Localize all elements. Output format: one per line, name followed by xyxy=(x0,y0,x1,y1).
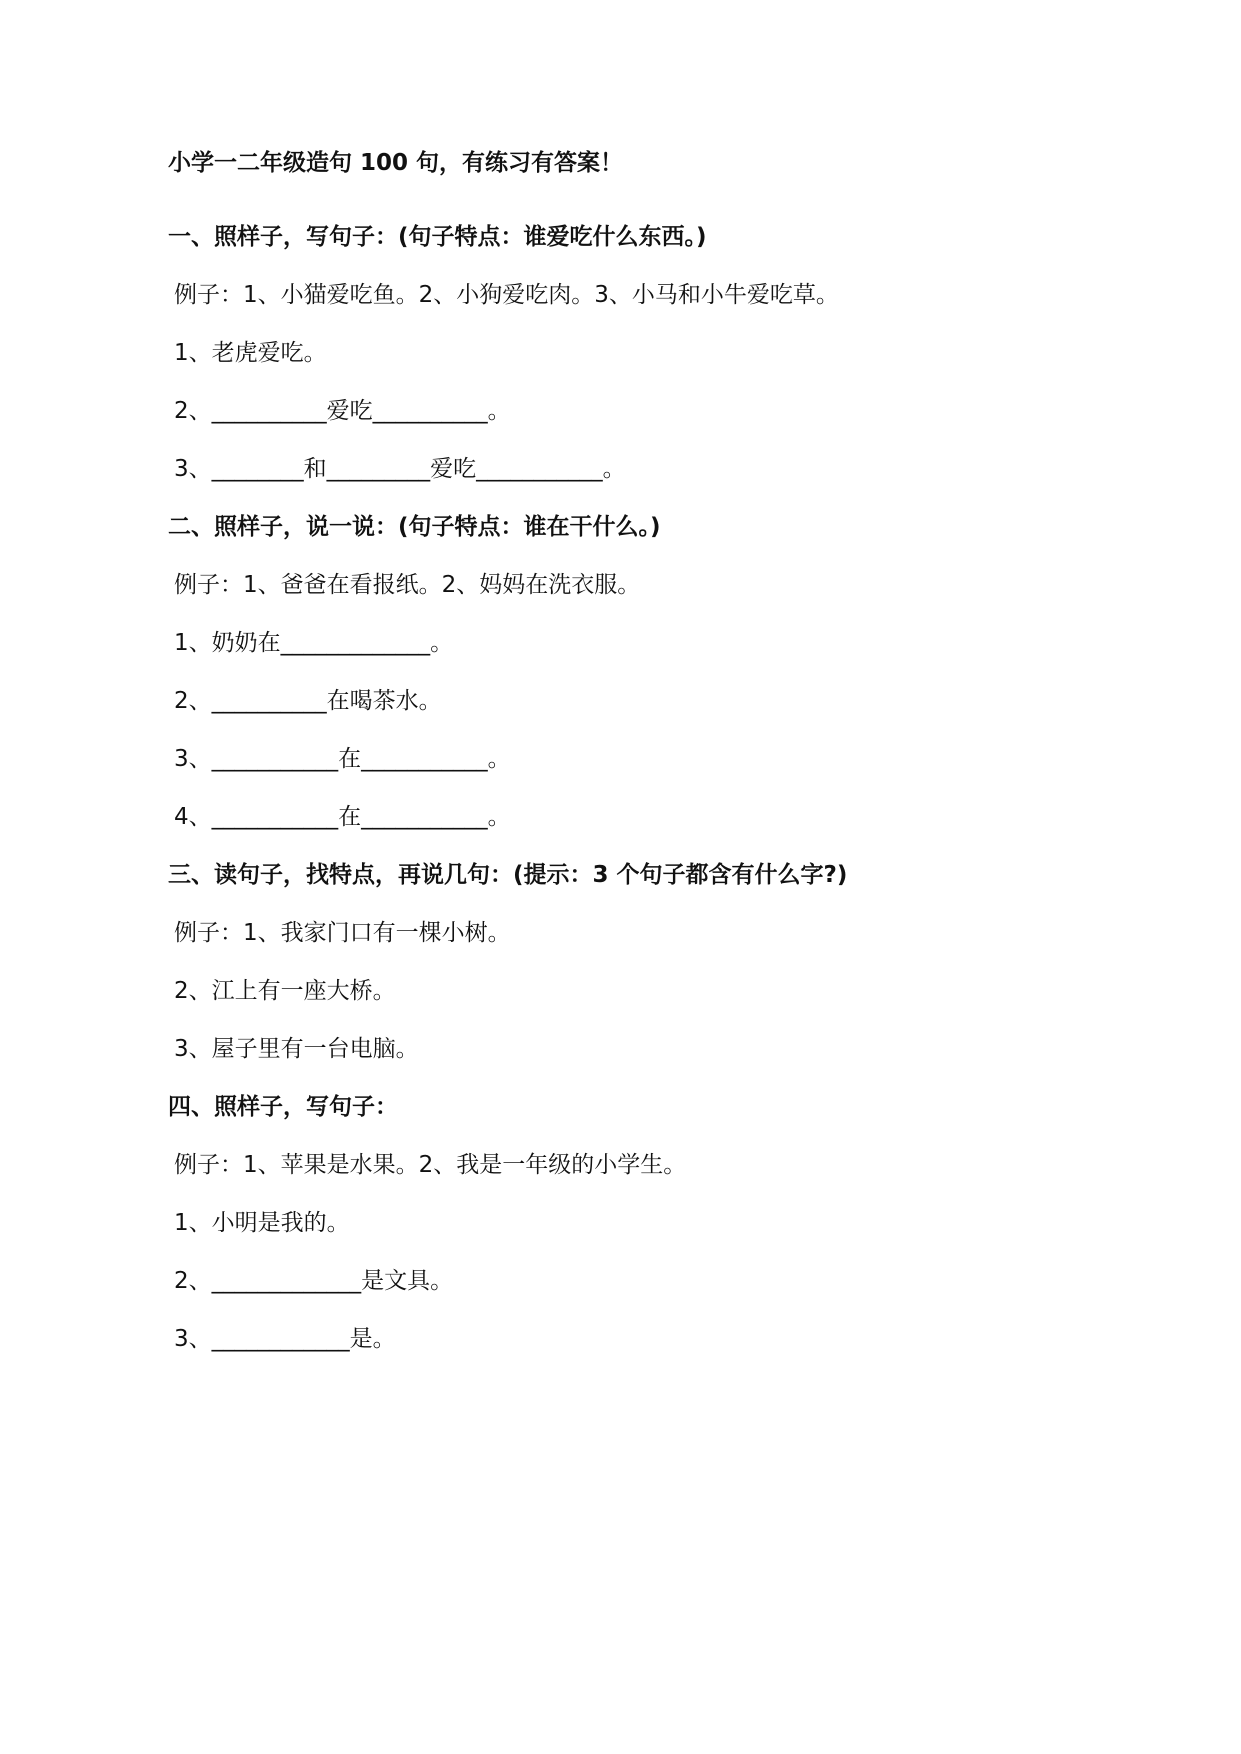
section-3-line-2: 2、江上有一座大桥。 xyxy=(174,978,396,1004)
section-3-line-3: 3、屋子里有一台电脑。 xyxy=(174,1036,419,1062)
section-1-line-2: 2、__________爱吃__________。 xyxy=(174,398,511,424)
section-2-line-2: 2、__________在喝茶水。 xyxy=(174,688,442,714)
section-3-heading: 三、读句子，找特点，再说几句：(提示：3 个句子都含有什么字?) xyxy=(168,862,848,888)
document-title: 小学一二年级造句 100 句，有练习有答案！ xyxy=(168,150,624,176)
section-1-heading: 一、照样子，写句子：(句子特点：谁爱吃什么东西。) xyxy=(168,224,707,250)
section-2-heading: 二、照样子，说一说：(句子特点：谁在干什么。) xyxy=(168,514,661,540)
section-3-example: 例子：1、我家门口有一棵小树。 xyxy=(174,920,511,946)
section-4-line-1: 1、小明是我的。 xyxy=(174,1210,350,1236)
section-2-example: 例子：1、爸爸在看报纸。2、妈妈在洗衣服。 xyxy=(174,572,641,598)
section-2-line-4: 4、___________在___________。 xyxy=(174,804,511,830)
section-1-example: 例子：1、小猫爱吃鱼。2、小狗爱吃肉。3、小马和小牛爱吃草。 xyxy=(174,282,839,308)
section-1-line-3: 3、________和_________爱吃___________。 xyxy=(174,456,626,482)
section-4-line-3: 3、____________是。 xyxy=(174,1326,396,1352)
section-4-example: 例子：1、苹果是水果。2、我是一年级的小学生。 xyxy=(174,1152,687,1178)
section-4-heading: 四、照样子，写句子： xyxy=(168,1094,398,1120)
section-2-line-3: 3、___________在___________。 xyxy=(174,746,511,772)
section-4-line-2: 2、_____________是文具。 xyxy=(174,1268,454,1294)
section-1-line-1: 1、老虎爱吃。 xyxy=(174,340,327,366)
section-2-line-1: 1、奶奶在_____________。 xyxy=(174,630,454,656)
